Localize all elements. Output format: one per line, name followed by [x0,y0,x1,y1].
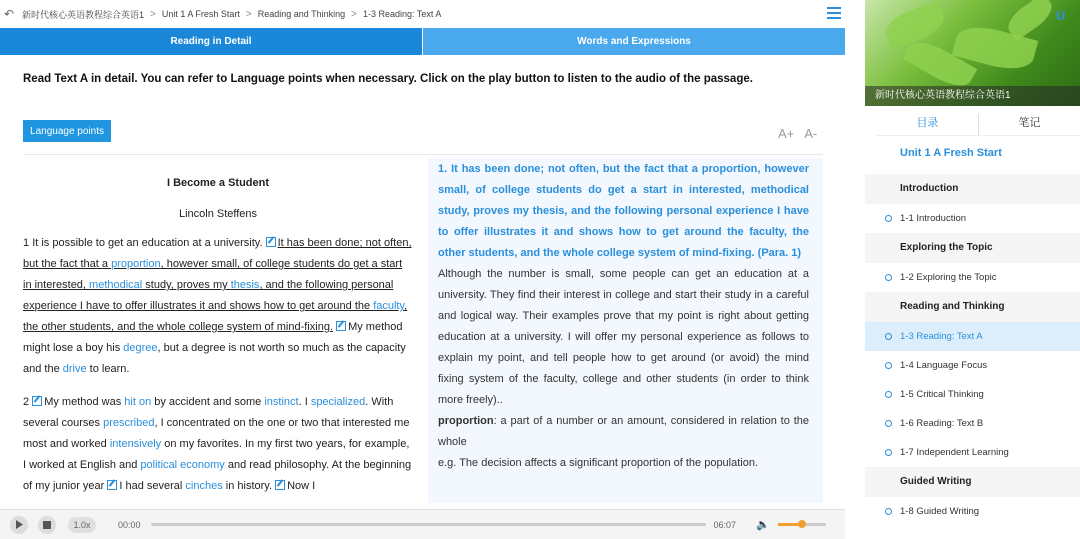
font-size-controls [778,126,817,141]
unit-title[interactable]: Unit 1 A Fresh Start [900,147,1002,159]
volume-icon[interactable]: 🔈 [756,519,770,531]
sidebar [865,0,1080,539]
table-of-contents [865,174,1080,526]
paragraph-2: 2 My method was hit on by accident and some instinct. I specialized. With several courses prescribed, I concentrated on the one or two that interested me most and worked intensively on my favorites. In my first two years, for example, I worked at English and political economy and read philosophy. At the beginning of my junior year I had several cinches in history. Now I [23,396,412,492]
language-note-panel [428,158,823,503]
current-time: 00:00 [118,519,141,530]
logo-icon: U [1056,8,1066,23]
toc-item[interactable]: 1-1 Introduction [865,204,1080,233]
chevron-right-icon: > [245,8,252,20]
tab-words-and-expressions[interactable]: Words and Expressions [422,28,845,55]
toc-item[interactable]: 1-5 Critical Thinking [865,380,1080,409]
stop-icon [43,521,51,529]
note-definition: proportion: a part of a number or an amount, considered in relation to the whole [438,415,809,448]
toc-item[interactable]: 1-3 Reading: Text A [865,322,1080,351]
back-icon[interactable]: ↶ [4,7,15,21]
breadcrumb-item-current: 1-3 Reading: Text A [363,9,442,19]
breadcrumb-item-section[interactable]: Reading and Thinking [257,9,346,19]
chevron-right-icon: > [150,8,156,20]
note-term: proportion [438,415,494,427]
vocab-word[interactable]: specialized [310,396,366,408]
chevron-right-icon: > [351,8,357,20]
divider [23,154,823,155]
breadcrumb-item-book[interactable]: 新时代核心英语教程综合英语1 [22,9,145,20]
vocab-word[interactable]: political economy [140,459,225,471]
book-title: 新时代核心英语教程综合英语1 [865,86,1080,106]
breadcrumb [0,0,845,28]
toc-item[interactable]: 1-7 Independent Learning [865,438,1080,467]
toc-section: Exploring the Topic [865,233,1080,263]
font-decrease-button[interactable]: A- [804,126,818,141]
passage-text [23,158,413,503]
tab-reading-in-detail[interactable]: Reading in Detail [0,28,422,55]
progress-slider[interactable] [151,523,706,526]
instruction-text: Read Text A in detail. You can refer to Language points when necessary. Click on the play button to listen to the audio of the passage. [23,73,753,85]
vocab-word[interactable]: degree [123,342,158,354]
vocab-word[interactable]: intensively [109,438,162,450]
total-time: 06:07 [713,519,737,530]
toc-section: Guided Writing [865,467,1080,497]
vocab-word[interactable]: methodical [89,279,143,291]
tab-bar [0,28,845,55]
note-icon[interactable] [275,480,285,490]
toc-item[interactable]: 1-2 Exploring the Topic [865,263,1080,292]
note-icon[interactable] [107,480,117,490]
sidebar-tabs [877,114,1080,136]
vocab-word[interactable]: drive [62,363,87,375]
note-quote: 1. It has been done; not often, but the fact that a proportion, however small, of college students do get a start in interested, methodical study, proves my thesis, and the following personal experience I have to offer illustrates it and shows how to get around the faculty, the other students, and the whole college system of mind-fixing. (Para. 1) [438,163,809,259]
note-icon[interactable] [266,237,276,247]
tab-notes[interactable]: 笔记 [978,114,1080,135]
book-cover [865,0,1080,106]
audio-player [0,509,845,539]
note-icon[interactable] [32,396,42,406]
note-sentence-1[interactable]: It has been done; not often, but the fact that a proportion, however small, of college students do get a start in interested, methodical study, proves my thesis, and the following personal experience I have to offer illustrates it and shows how to get around the faculty, the other students, and the whole college system of mind-fixing. [23,237,412,333]
play-button[interactable] [10,516,28,534]
vocab-word[interactable]: proportion [111,258,161,270]
vocab-word[interactable]: prescribed [103,417,155,429]
volume-handle[interactable] [798,520,806,528]
vocab-word[interactable]: thesis [230,279,260,291]
passage-title: I Become a Student [166,177,270,189]
playback-speed-button[interactable]: 1.0x [68,517,96,533]
note-explanation: Although the number is small, some people can get an education at a university. They find their interest in college and start their study in a careful and logical way. Their examples prove that my point is right about getting education at a university. I will offer my personal experience as follows to explain my point, and tell people how to get around (or avoid) the mind fixing system of the faculty, college and other students (in order to think more freely).. [438,268,809,406]
vocab-word[interactable]: instinct [264,396,299,408]
tab-toc[interactable]: 目录 [916,117,939,129]
paragraph-1: 1 It is possible to get an education at a university. It has been done; not often, but the fact that a proportion, however small, of college students do get a start in interested, methodical study, proves my thesis, and the following personal experience I have to offer illustrates it and shows how to get around the faculty, the other students, and the whole college system of mind-fixing. My method might lose a boy his degree, but a degree is not worth so much as the capacity and the drive to learn. [23,237,412,375]
note-example: e.g. The decision affects a significant proportion of the population. [438,457,759,469]
menu-icon[interactable] [827,7,841,19]
volume-slider[interactable] [778,523,826,526]
font-increase-button[interactable]: A+ [778,126,795,141]
vocab-word[interactable]: faculty [373,300,405,312]
language-points-button[interactable]: Language points [23,120,111,142]
vocab-word[interactable]: hit on [124,396,152,408]
note-icon[interactable] [336,321,346,331]
stop-button[interactable] [38,516,56,534]
toc-section: Introduction [865,174,1080,204]
play-icon [15,520,23,529]
toc-item[interactable]: 1-8 Guided Writing [865,497,1080,526]
toc-section: Reading and Thinking [865,292,1080,322]
vocab-word[interactable]: cinches [185,480,223,492]
toc-item[interactable]: 1-6 Reading: Text B [865,409,1080,438]
toc-item[interactable]: 1-4 Language Focus [865,351,1080,380]
breadcrumb-item-unit[interactable]: Unit 1 A Fresh Start [161,9,240,19]
passage-author: Lincoln Steffens [178,208,258,220]
